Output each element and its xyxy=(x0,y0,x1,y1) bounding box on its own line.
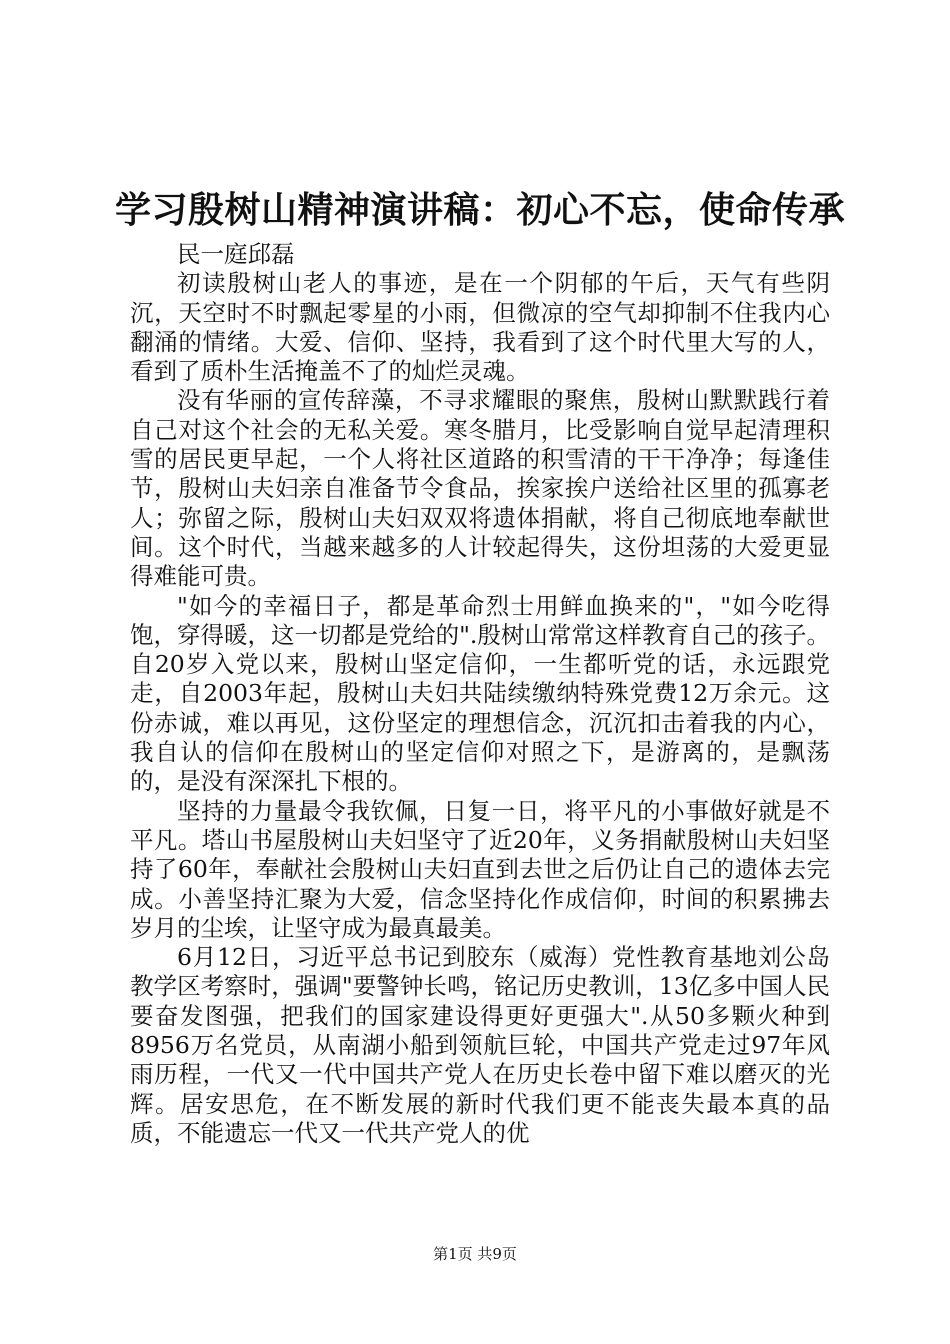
paragraph-3: "如今的幸福日子，都是革命烈士用鲜血换来的"，"如今吃得饱，穿得暖，这一切都是党给的".殷树山常常这样教育自己的孩子。自20岁入党以来，殷树山坚定信仰，一生都听党的话，永远跟党走，自2003年起，殷树山夫妇共陆续缴纳特殊党费12万余元。这份赤诚，难以再见，这份坚定的理想信念，沉沉扣击着我的内心，我自认的信仰在殷树山的坚定信仰对照之下，是游离的，是飘荡的，是没有深深扎下根的。 xyxy=(130,591,830,796)
author-line: 民一庭邱磊 xyxy=(177,240,295,268)
paragraph-1: 初读殷树山老人的事迹，是在一个阴郁的午后，天气有些阴沉，天空时不时飘起零星的小雨，但微凉的空气却抑制不住我内心翻涌的情绪。大爱、信仰、坚持，我看到了这个时代里大写的人，看到了质朴生活掩盖不了的灿烂灵魂。 xyxy=(130,269,830,386)
paragraph-2: 没有华丽的宣传辞藻，不寻求耀眼的聚焦，殷树山默默践行着自己对这个社会的无私关爱。寒冬腊月，比受影响自觉早起清理积雪的居民更早起，一个人将社区道路的积雪清的干干净净；每逢佳节，殷树山夫妇亲自准备节令食品，挨家挨户送给社区里的孤寡老人；弥留之际，殷树山夫妇双双将遗体捐献，将自己彻底地奉献世间。这个时代，当越来越多的人计较起得失，这份坦荡的大爱更显得难能可贵。 xyxy=(130,386,830,591)
paragraph-4: 坚持的力量最令我钦佩，日复一日，将平凡的小事做好就是不平凡。塔山书屋殷树山夫妇坚守了近20年，义务捐献殷树山夫妇坚持了60年，奉献社会殷树山夫妇直到去世之后仍让自己的遗体去完成。小善坚持汇聚为大爱，信念坚持化作成信仰，时间的积累拂去岁月的尘埃，让坚守成为最真最美。 xyxy=(130,796,830,942)
paragraph-5: 6月12日，习近平总书记到胶东（威海）党性教育基地刘公岛教学区考察时，强调"要警钟长鸣，铭记历史教训，13亿多中国人民要奋发图强，把我们的国家建设得更好更强大".从50多颗火种到8956万名党员，从南湖小船到领航巨轮，中国共产党走过97年风雨历程，一代又一代中国共产党人在历史长卷中留下难以磨灭的光辉。居安思危，在不断发展的新时代我们更不能丧失最本真的品质，不能遗忘一代又一代共产党人的优 xyxy=(130,943,830,1147)
document-body xyxy=(130,240,830,1148)
page-footer: 第1页 共9页 xyxy=(433,1245,517,1263)
document-title: 学习殷树山精神演讲稿：初心不忘，使命传承 xyxy=(114,189,845,231)
